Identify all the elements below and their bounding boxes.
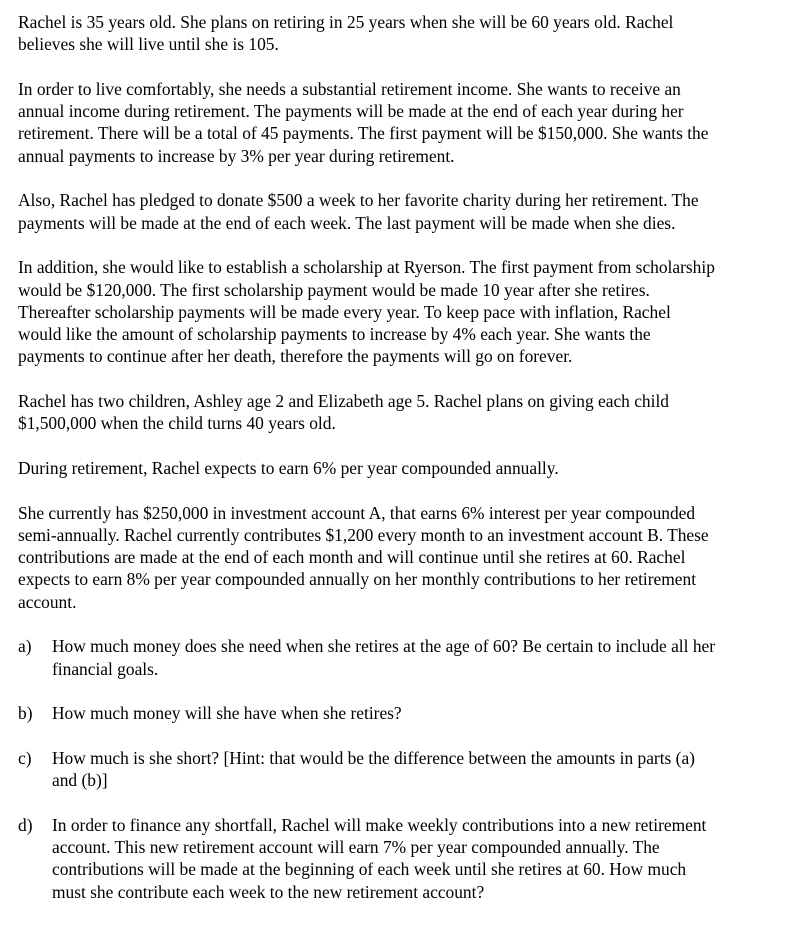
text-line: She currently has $250,000 in investment account A, that earns 6% interest per year compounded — [18, 502, 696, 523]
text-line: In order to live comfortably, she needs a substantial retirement income. She wants to receive an — [18, 78, 681, 99]
text-line: payments to continue after her death, therefore the payments will go on forever. — [18, 346, 573, 367]
paragraph — [18, 189, 798, 234]
question-label: d) — [18, 814, 33, 835]
question-item — [18, 814, 798, 903]
question-item — [18, 747, 798, 792]
question-item — [18, 702, 798, 724]
question-text-line: In order to finance any shortfall, Rachel will make weekly contributions into a new retirement — [52, 814, 707, 835]
document-body — [18, 11, 798, 925]
text-line: annual income during retirement. The payments will be made at the end of each year during her — [18, 101, 684, 122]
text-line: In addition, she would like to establish a scholarship at Ryerson. The first payment from scholarship — [18, 257, 715, 278]
text-line: contributions are made at the end of each month and will continue until she retires at 60. Rachel — [18, 547, 686, 568]
text-line: Rachel has two children, Ashley age 2 and Elizabeth age 5. Rachel plans on giving each child — [18, 391, 669, 412]
text-line: payments will be made at the end of each week. The last payment will be made when she dies. — [18, 212, 676, 233]
text-line: expects to earn 8% per year compounded annually on her monthly contributions to her retirement — [18, 569, 697, 590]
text-line: Also, Rachel has pledged to donate $500 a week to her favorite charity during her retirement. The — [18, 190, 699, 211]
question-label: c) — [18, 747, 32, 768]
text-line: would like the amount of scholarship payments to increase by 4% each year. She wants the — [18, 324, 651, 345]
text-line: During retirement, Rachel expects to earn 6% per year compounded annually. — [18, 457, 559, 478]
question-item — [18, 635, 798, 680]
question-label: b) — [18, 703, 33, 724]
question-text-line: account. This new retirement account will earn 7% per year compounded annually. The — [52, 836, 660, 857]
question-text-line: contributions will be made at the beginning of each week until she retires at 60. How much — [52, 859, 687, 880]
question-label: a) — [18, 636, 32, 657]
question-text-line: How much money does she need when she retires at the age of 60? Be certain to include all her — [52, 636, 716, 657]
text-line: retirement. There will be a total of 45 payments. The first payment will be $150,000. She wants the — [18, 123, 709, 144]
text-line: Thereafter scholarship payments will be made every year. To keep pace with inflation, Rachel — [18, 301, 671, 322]
paragraph — [18, 78, 798, 167]
question-text-line: financial goals. — [52, 658, 159, 679]
text-line: $1,500,000 when the child turns 40 years old. — [18, 413, 336, 434]
paragraph — [18, 457, 798, 479]
paragraph — [18, 502, 798, 613]
question-text-line: must she contribute each week to the new retirement account? — [52, 881, 485, 902]
text-line: believes she will live until she is 105. — [18, 34, 279, 55]
text-line: would be $120,000. The first scholarship payment would be made 10 year after she retires. — [18, 279, 650, 300]
question-text-line: How much is she short? [Hint: that would be the difference between the amounts in parts (a) — [52, 747, 695, 768]
paragraph — [18, 390, 798, 435]
text-line: annual payments to increase by 3% per year during retirement. — [18, 145, 455, 166]
text-line: Rachel is 35 years old. She plans on retiring in 25 years when she will be 60 years old. Rachel — [18, 12, 674, 32]
text-line: account. — [18, 591, 77, 612]
question-text-line: and (b)] — [52, 770, 108, 791]
question-text-line: How much money will she have when she retires? — [52, 703, 402, 724]
text-line: semi-annually. Rachel currently contributes $1,200 every month to an investment account B. These — [18, 524, 709, 545]
paragraph — [18, 11, 798, 56]
paragraph — [18, 256, 798, 367]
